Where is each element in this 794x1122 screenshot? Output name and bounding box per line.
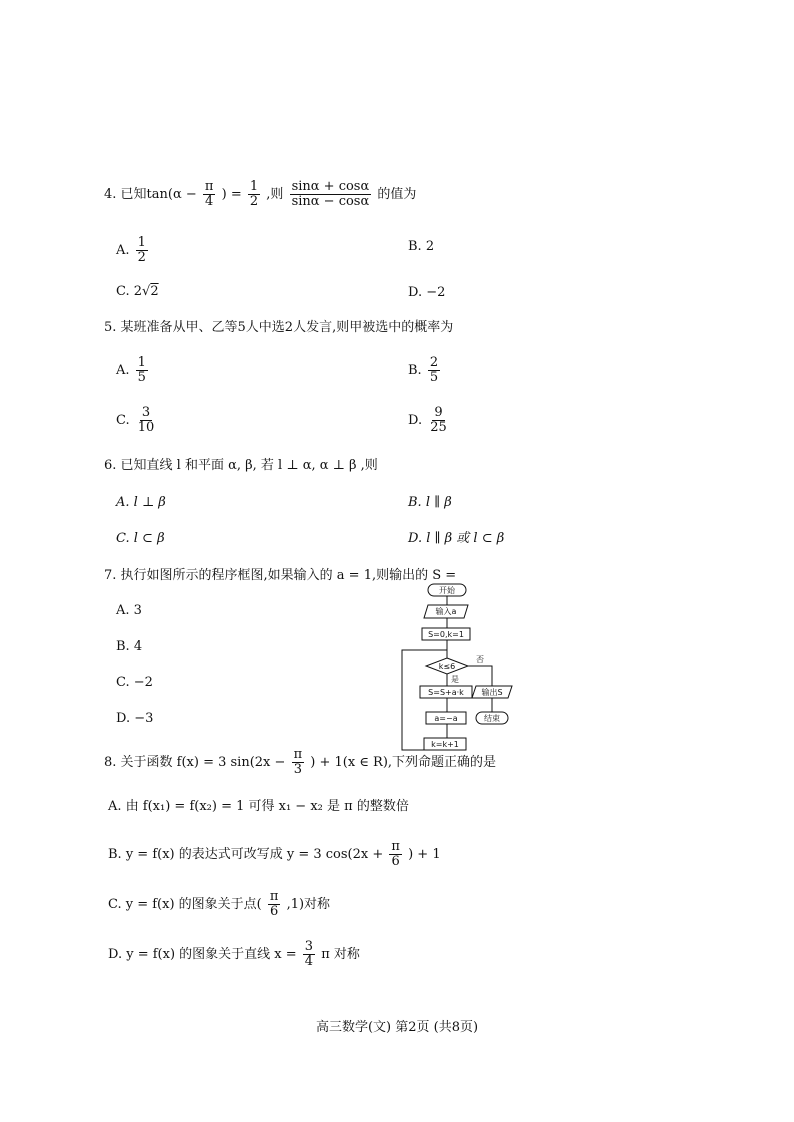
q8-option-d-text-a: D. y = f(x) 的图象关于直线 x = [108, 947, 297, 962]
q4-option-a-label: A. [116, 243, 130, 258]
q4-text-a: 已知tan(α − [120, 187, 197, 202]
q5-option-a-frac [136, 356, 148, 385]
q4-text-b: ) = [221, 187, 242, 202]
q8-option-b-frac [389, 840, 402, 869]
q5-option-a-label: A. [116, 363, 130, 378]
q8-option-d-text-b: π 对称 [321, 947, 360, 962]
flow-no-label: 否 [476, 655, 484, 664]
q4-one: 1 [249, 179, 259, 194]
flow-condition-text: k≤6 [438, 662, 456, 671]
q4-two: 2 [249, 194, 259, 209]
flow-negate-text: a=−a [434, 714, 458, 723]
q5-option-d-den: 25 [430, 420, 447, 435]
q7-option-d: D. −3 [116, 711, 154, 726]
q8-three: 3 [293, 762, 302, 777]
q4-option-a-num: 1 [137, 235, 146, 250]
q5-option-b-frac [428, 356, 440, 385]
q5-option-d-num: 9 [434, 405, 443, 420]
q4-text-c: ,则 [266, 187, 284, 202]
q4-four: 4 [205, 194, 214, 209]
q6-option-b: B. l ∥ β [408, 495, 452, 510]
flow-update-text: S=S+a·k [428, 688, 464, 697]
q5-option-c-label: C. [116, 413, 130, 428]
q8-option-c-frac [268, 890, 281, 919]
q8-option-b-text-a: B. y = f(x) 的表达式可改写成 y = 3 cos(2x + [108, 847, 384, 862]
q4-pi: π [204, 179, 214, 194]
q6-option-c: C. l ⊂ β [116, 531, 165, 546]
q4-text-d: 的值为 [377, 187, 417, 202]
flow-no-line [468, 666, 492, 686]
q5-option-a [116, 356, 150, 385]
q5-option-a-den: 5 [137, 370, 146, 385]
question-4 [104, 180, 416, 209]
q5-option-c-den: 10 [137, 420, 155, 435]
q4-option-a [116, 236, 150, 265]
q4-option-c: C. 2√2 [116, 284, 159, 299]
flow-init-text: S=0,k=1 [428, 630, 464, 639]
q4-frac-trig [290, 180, 372, 209]
question-8 [104, 748, 496, 777]
flow-output-text: 输出S [481, 688, 503, 697]
q8-text-b: ) + 1(x ∈ R),下列命题正确的是 [310, 755, 497, 770]
q5-option-c [116, 406, 158, 435]
q7-option-b: B. 4 [116, 639, 143, 654]
q8-option-c-pi: π [269, 889, 279, 904]
q5-option-b-label: B. [408, 363, 422, 378]
flow-end-text: 结束 [484, 714, 500, 723]
program-flowchart [396, 578, 536, 758]
q8-option-b-six: 6 [391, 854, 400, 869]
q5-option-b-num: 2 [429, 355, 439, 370]
q8-option-d [108, 940, 360, 969]
q5-option-a-num: 1 [137, 355, 146, 370]
q8-option-b-text-b: ) + 1 [408, 847, 441, 862]
q8-text-a: 8. 关于函数 f(x) = 3 sin(2x − [104, 755, 286, 770]
q5-option-b-den: 5 [429, 370, 439, 385]
q8-option-c-text-b: ,1)对称 [286, 897, 331, 912]
q5-option-d-frac [428, 406, 449, 435]
q4-option-a-frac [136, 236, 148, 265]
q8-option-b [108, 840, 441, 869]
q4-frac-pi-4 [203, 180, 216, 209]
q7-option-a: A. 3 [116, 603, 142, 618]
q8-option-b-pi: π [391, 839, 400, 854]
q6-option-a: A. l ⊥ β [116, 495, 166, 510]
question-6: 6. 已知直线 l 和平面 α, β, 若 l ⊥ α, α ⊥ β ,则 [104, 458, 378, 473]
q8-pi: π [293, 747, 303, 762]
q6-option-d: D. l ∥ β 或 l ⊂ β [408, 531, 505, 546]
q8-option-c [108, 890, 330, 919]
q5-option-d [408, 406, 451, 435]
q5-option-c-num: 3 [141, 405, 151, 420]
q4-numerator: sinα + cosα [291, 179, 370, 194]
q4-number: 4. [104, 187, 117, 202]
q4-frac-1-2 [248, 180, 260, 209]
q8-option-a: A. 由 f(x₁) = f(x₂) = 1 可得 x₁ − x₂ 是 π 的整数倍 [108, 799, 409, 814]
q4-option-b: B. 2 [408, 239, 435, 254]
flow-yes-label: 是 [451, 675, 459, 684]
q4-option-a-den: 2 [137, 250, 146, 265]
flow-start-text: 开始 [439, 586, 455, 595]
q8-option-d-frac [303, 940, 315, 969]
q4-option-c-root: 2 [150, 284, 159, 299]
flow-input-text: 输入a [435, 607, 457, 616]
q4-option-d: D. −2 [408, 285, 446, 300]
q8-option-d-num: 3 [304, 939, 314, 954]
question-7: 7. 执行如图所示的程序框图,如果输入的 a = 1,则输出的 S = [104, 568, 457, 583]
flow-increment-text: k=k+1 [431, 740, 459, 749]
q8-option-d-den: 4 [304, 954, 314, 969]
q8-frac-pi-3 [292, 748, 305, 777]
question-5: 5. 某班准备从甲、乙等5人中选2人发言,则甲被选中的概率为 [104, 320, 454, 335]
q4-option-c-label: C. 2 [116, 284, 143, 299]
q5-option-d-label: D. [408, 413, 423, 428]
q8-option-c-six: 6 [270, 904, 279, 919]
page-footer: 高三数学(文) 第2页 (共8页) [315, 1020, 479, 1035]
q5-option-c-frac [136, 406, 157, 435]
q5-option-b [408, 356, 442, 385]
q7-option-c: C. −2 [116, 675, 153, 690]
q8-option-c-text-a: C. y = f(x) 的图象关于点( [108, 897, 262, 912]
q4-denominator: sinα − cosα [291, 194, 370, 209]
